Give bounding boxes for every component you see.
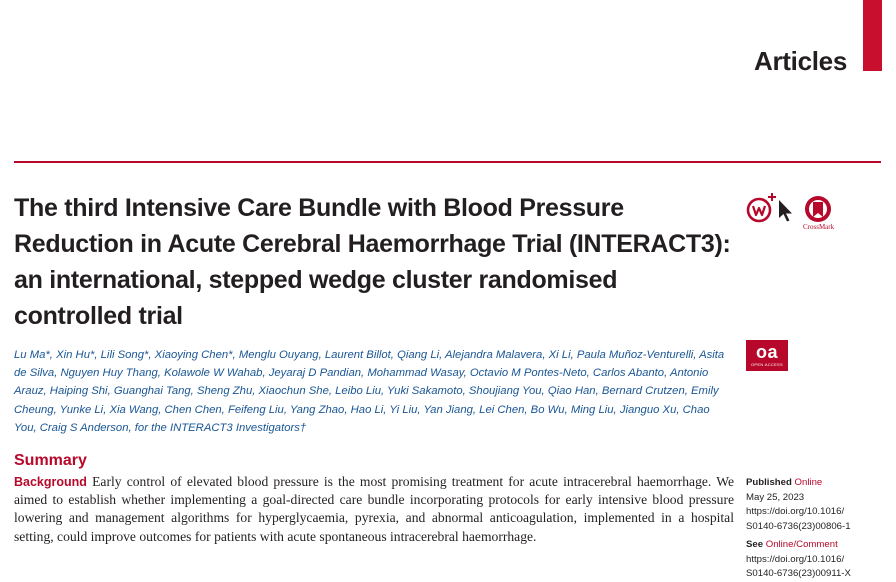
see-also-info [746, 538, 886, 582]
section-label: Articles [754, 46, 847, 76]
section-tab-marker [863, 0, 882, 71]
background-text: Early control of elevated blood pressure is the most promising treatment for acute intracerebral haemorrhage. We aimed to establish whether implementing a goal-directed care bundle incorporating protocols for early intensive blood pressure lowering and management algorithms for hyperglycaemia, pyrexia, and abnormal anticoagulation, implemented in a hospital setting, could improve outcomes for patients with acute spontaneous intracerebral haemorrhage. [14, 474, 734, 544]
see-doi-line-2[interactable]: S0140-6736(23)00911-X [746, 568, 851, 580]
summary-heading: Summary [14, 452, 87, 469]
background-label: Background [14, 475, 87, 489]
published-online-label: Online [794, 477, 823, 488]
published-date: May 25, 2023 [746, 491, 805, 503]
see-link[interactable]: Online/Comment [765, 539, 838, 550]
doi-line-1[interactable]: https://doi.org/10.1016/ [746, 506, 845, 518]
published-label: Published [746, 477, 792, 488]
publication-info [746, 476, 886, 535]
article-title: The third Intensive Care Bundle with Blood Pressure Reduction in Acute Cerebral Haemorrhage Trial (INTERACT3): an international, stepped wedge cluster randomised controlled trial [14, 194, 731, 330]
crossmark-icon[interactable] [805, 196, 831, 222]
altmetric-icon[interactable] [748, 193, 776, 221]
doi-link[interactable] [746, 505, 886, 520]
open-access-letters: oa [755, 342, 778, 362]
see-doi-line-1[interactable]: https://doi.org/10.1016/ [746, 553, 845, 565]
crossmark-label: CrossMark [803, 223, 835, 231]
summary-background [14, 473, 734, 546]
cursor-icon [779, 200, 792, 222]
see-label: See [746, 539, 764, 550]
author-list[interactable]: Lu Ma*, Xin Hu*, Lili Song*, Xiaoying Chen*, Menglu Ouyang, Laurent Billot, Qiang Li, Alejandra Malavera, Xi Li, Paula Muñoz-Venturelli, Asita de Silva, Nguyen Huy Thang, Kolawole W Wahab, Jeyaraj D Pandian, Mohammad Wasay, Octavio M Pontes-Neto, Carlos Abanto, Antonio Arauz, Haiping Shi, Guanghai Tang, Sheng Zhu, Xiaochun She, Leibo Liu, Yuki Sakamoto, Shoujiang You, Qiao Han, Bernard Crutzen, Emily Cheung, Yunke Li, Xia Wang, Chen Chen, Feifeng Liu, Yang Zhao, Hao Li, Yi Liu, Yan Jiang, Lei Chen, Bo Wu, Ming Liu, Jianguo Xu, Chao You, Craig S Anderson, for the INTERACT3 Investigators† [14, 349, 725, 434]
open-access-badge [746, 340, 788, 371]
doi-line-2[interactable]: S0140-6736(23)00806-1 [746, 521, 851, 533]
header-rule [14, 161, 881, 163]
open-access-sub: OPEN ACCESS [751, 362, 783, 367]
article-tools [746, 190, 846, 234]
